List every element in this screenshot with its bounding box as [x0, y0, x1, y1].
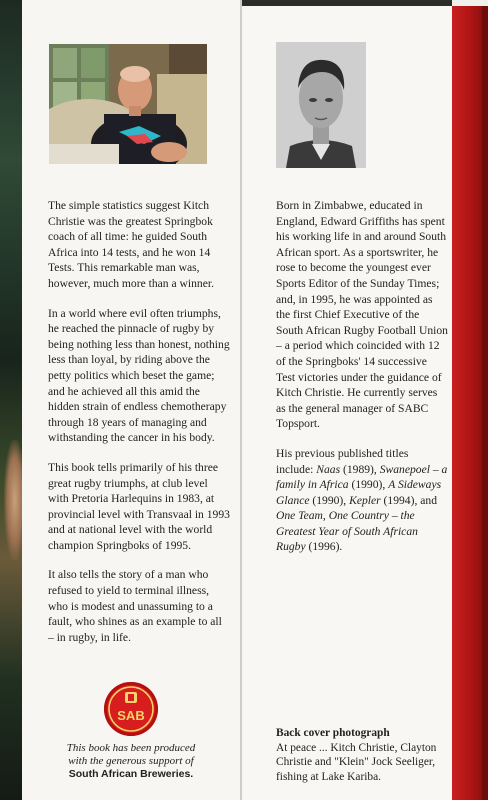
title-year-1: (1989),	[340, 462, 380, 476]
title-year-3: (1990),	[309, 493, 350, 507]
title-sideways-glance: A Sideways Glance	[276, 478, 442, 507]
description-paragraph-1: The simple statistics suggest Kitch Christie was the greatest Springbok coach of all time: he guided South Africa into 14 tests, and he won 14 Tests. This remarkable man was, however, much more than a winner.	[48, 199, 214, 290]
book-description	[48, 198, 230, 659]
sponsor-name: South African Breweries.	[68, 768, 194, 780]
caption-heading: Back cover photograph	[276, 727, 390, 739]
title-year-4: (1994), and	[380, 493, 438, 507]
kitch-christie-photo	[49, 44, 207, 164]
previous-titles	[276, 446, 448, 555]
sponsor-line-2: with the generous support of	[68, 755, 194, 767]
title-naas: Naas	[316, 462, 341, 476]
title-one-team: One Team, One Country – the Greatest Year of South African Rugby	[276, 509, 418, 554]
red-cover-edge	[452, 6, 482, 800]
caption-text: At peace ... Kitch Christie, Clayton Christie and "Klein" Jock Seeliger, fishing at Lake Kariba.	[276, 741, 437, 783]
back-cover-caption	[276, 726, 448, 784]
title-kepler: Kepler	[349, 493, 381, 507]
sab-logo-text: SAB	[117, 708, 145, 723]
sab-logo	[104, 682, 158, 736]
description-paragraph-4: It also tells the story of a man who refused to yield to terminal illness, who is modest and unassuming to a fault, who shines as an example to all – in rugby, in life.	[48, 568, 222, 644]
bio-paragraph: Born in Zimbabwe, educated in England, Edward Griffiths has spent his working life in and around South African sport. As a sportswriter, he rose to become the youngest ever Sports Editor of the Sunday Times; and, in 1995, he was appointed as the first Chief Executive of the South African Rugby Football Union – a period which coincided with 12 of the Springboks' 14 successive Test victories under the guidance of Kitch Christie. He currently serves as the general manager of SABC Topsport.	[276, 199, 448, 431]
title-year-5: (1996).	[305, 540, 343, 554]
sponsor-credit	[48, 742, 214, 781]
titles-intro: His previous published titles include:	[276, 446, 409, 476]
sponsor-line-1: This book has been produced	[66, 742, 196, 754]
description-paragraph-3: This book tells primarily of his three great rugby triumphs, at club level with Pretoria Harlequins in 1983, at provincial level with Transvaal in 1993 and at national level with the world champion Springboks of 1995.	[48, 460, 230, 552]
title-year-2: (1990),	[348, 478, 389, 492]
book-spine-edge	[0, 0, 22, 800]
cover-shadow	[482, 6, 488, 800]
author-portrait	[276, 42, 366, 168]
edge-photo-fragment	[4, 440, 22, 560]
author-bio	[276, 198, 448, 569]
title-swanepoel: Swanepoel – a family in Africa	[276, 462, 448, 492]
description-paragraph-2: In a world where evil often triumphs, he reached the pinnacle of rugby by being nothing less than honest, nothing less than loyal, by riding above the petty politics which beset the game; and he achieved all this amid the hidden strain of endless chemotherapy through 18 years of managing and withstanding the cancer in his body.	[48, 306, 230, 445]
